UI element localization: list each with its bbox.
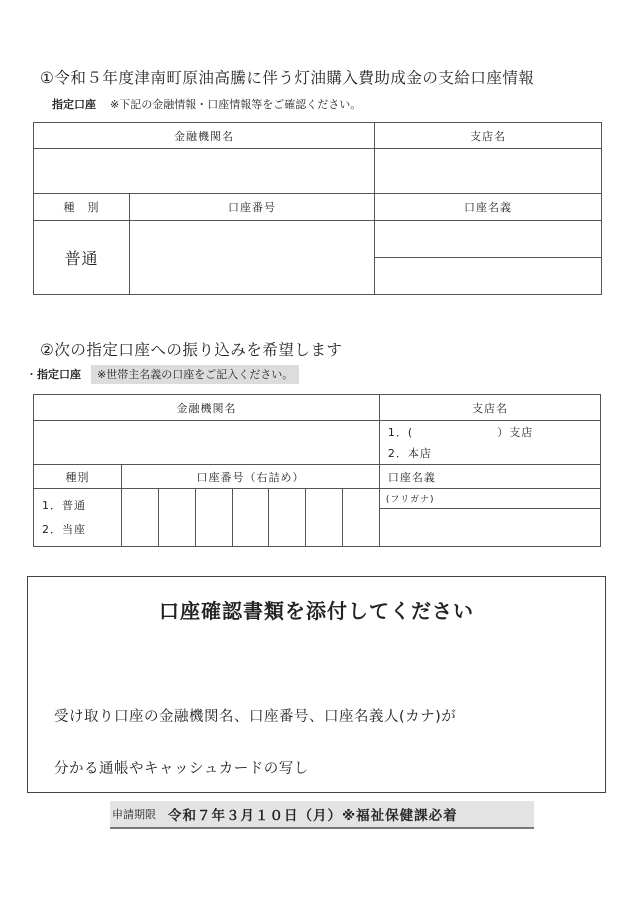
- s2-holder-header: 口座名義: [379, 465, 600, 489]
- section2-note: [26, 366, 299, 382]
- s2-type-options: [34, 489, 122, 547]
- s2-account-digit-1[interactable]: [122, 489, 159, 547]
- s2-branch-header: 支店名: [379, 395, 600, 421]
- attach-box-title: 口座確認書類を添付してください: [159, 599, 474, 623]
- s1-branch-header: 支店名: [375, 123, 602, 149]
- section1-note-label: 指定口座: [52, 98, 96, 111]
- s2-furigana-label: (フリガナ): [379, 489, 600, 509]
- section1-note-text: ※下記の金融情報・口座情報等をご確認ください。: [110, 98, 362, 111]
- attach-box-line2: 分かる通帳やキャッシュカードの写し: [54, 761, 309, 777]
- s1-type-header: 種 別: [34, 194, 130, 221]
- section2-note-bullet: ・: [26, 368, 37, 381]
- section1-title: ①令和５年度津南町原油高騰に伴う灯油購入費助成金の支給口座情報: [40, 69, 535, 87]
- attach-box-line1: 受け取り口座の金融機関名、口座番号、口座名義人(カナ)が: [54, 709, 457, 725]
- s2-account-no-header: 口座番号（右詰め）: [122, 465, 380, 489]
- section2-title: ②次の指定口座への振り込みを希望します: [40, 341, 343, 359]
- s2-account-digit-4[interactable]: [232, 489, 269, 547]
- section2-note-text: ※世帯主名義の口座をご記入ください。: [91, 365, 299, 384]
- section2-note-label: 指定口座: [37, 368, 81, 381]
- s1-type-value: 普通: [34, 221, 130, 295]
- s2-holder-input[interactable]: [379, 509, 600, 547]
- s2-branch-option-2[interactable]: 2．本店: [387, 446, 432, 460]
- s2-type-header: 種別: [34, 465, 122, 489]
- s2-type-option-1[interactable]: 1．普通: [42, 498, 86, 512]
- deadline-label: 申請期限: [112, 808, 156, 821]
- s1-holder-header: 口座名義: [375, 194, 602, 221]
- section1-account-table: [33, 122, 602, 295]
- s2-type-option-2[interactable]: 2．当座: [42, 522, 86, 536]
- s1-account-no-header: 口座番号: [130, 194, 375, 221]
- s1-holder-cell-1: [375, 221, 602, 258]
- section2-account-table: [33, 394, 601, 547]
- attach-documents-box: [27, 576, 606, 793]
- deadline-bar: [110, 801, 534, 829]
- s2-account-digit-7[interactable]: [343, 489, 380, 547]
- s1-branch-cell: [375, 149, 602, 194]
- s2-bank-header: 金融機関名: [34, 395, 380, 421]
- deadline-value: 令和７年３月１０日（月）※福祉保健課必着: [168, 808, 458, 824]
- s2-branch-option-1[interactable]: 1．( ）支店: [387, 425, 534, 439]
- section1-note: [52, 96, 361, 112]
- s1-bank-header: 金融機関名: [34, 123, 375, 149]
- s2-branch-options: [379, 421, 600, 465]
- s1-bank-cell: [34, 149, 375, 194]
- s1-account-no-cell: [130, 221, 375, 295]
- s2-account-digit-5[interactable]: [269, 489, 306, 547]
- s2-account-digit-6[interactable]: [306, 489, 343, 547]
- s2-account-digit-3[interactable]: [195, 489, 232, 547]
- s1-holder-cell-2: [375, 258, 602, 295]
- s2-bank-input[interactable]: [34, 421, 380, 465]
- s2-account-digit-2[interactable]: [158, 489, 195, 547]
